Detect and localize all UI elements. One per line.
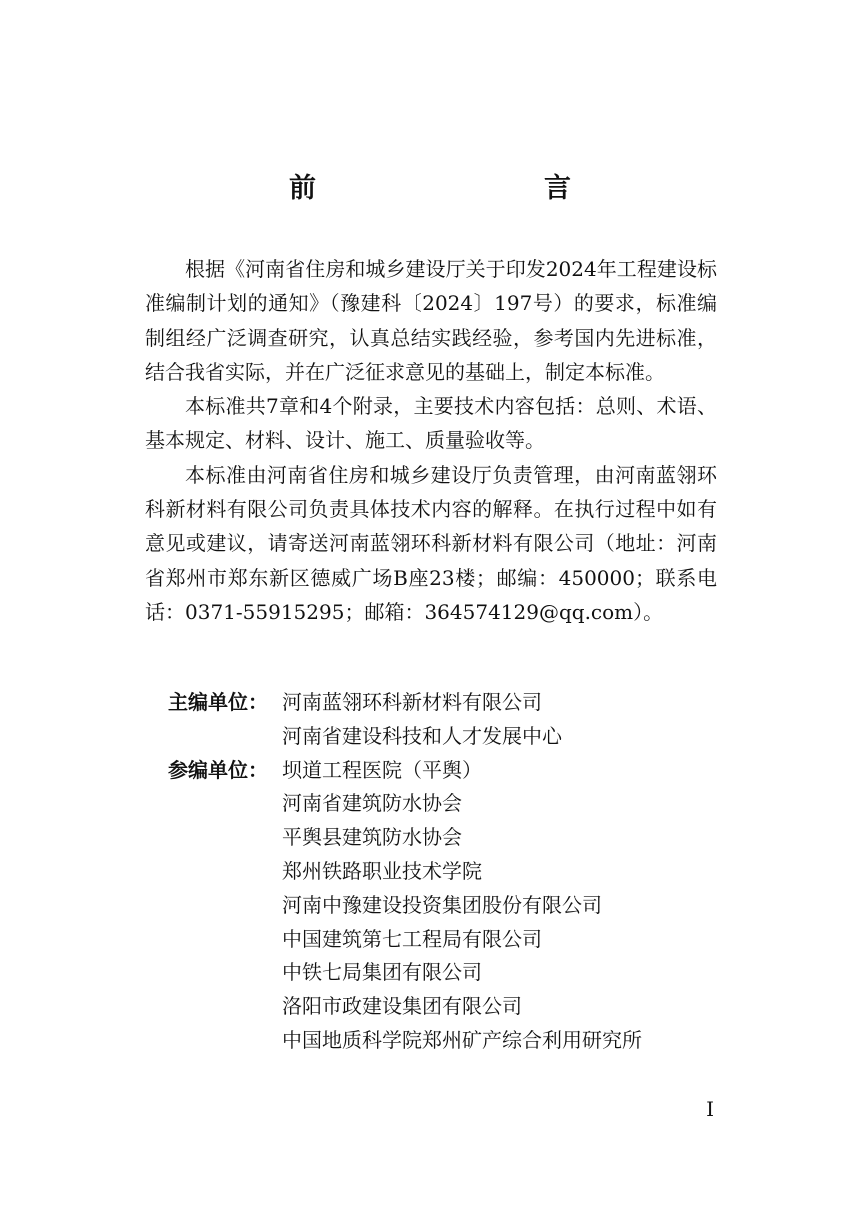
preface-paragraph-basis: 根据《河南省住房和城乡建设厅关于印发2024年工程建设标准编制计划的通知》（豫建科〔2024〕197号）的要求，标准编制组经广泛调查研究，认真总结实践经验，参考国内先进标准，结合我省实际，并在广泛征求意见的基础上，制定本标准。 — [145, 257, 717, 384]
preface-paragraph-contact: 本标准由河南省住房和城乡建设厅负责管理，由河南蓝翎环科新材料有限公司负责具体技术内容的解释。在执行过程中如有意见或建议，请寄送河南蓝翎环科新材料有限公司（地址：河南省郑州市郑东新区德威广场B座23楼；邮编：450000；联系电话：0371-55915295；邮箱：364574129@qq.com）。 — [145, 462, 717, 624]
participating-unit-item: 洛阳市政建设集团有限公司 — [282, 994, 522, 1019]
participating-unit-item: 河南省建筑防水协会 — [282, 791, 462, 816]
chief-units-group — [168, 686, 728, 754]
participating-units-group — [168, 754, 728, 1058]
participating-unit-item: 平舆县建筑防水协会 — [282, 825, 462, 850]
preface-paragraph-scope: 本标准共7章和4个附录，主要技术内容包括：总则、术语、基本规定、材料、设计、施工、质量验收等。 — [145, 394, 717, 453]
chief-units-label: 主编单位： — [168, 690, 268, 714]
participating-unit-item: 河南中豫建设投资集团股份有限公司 — [282, 892, 602, 917]
participating-unit-item: 中铁七局集团有限公司 — [282, 960, 482, 985]
chief-units-list — [282, 686, 562, 754]
unit-list-section — [168, 686, 728, 1058]
chief-unit-item: 河南蓝翎环科新材料有限公司 — [282, 690, 542, 714]
page-title: 前 言 — [289, 173, 629, 205]
page-number: I — [706, 1097, 714, 1121]
participating-unit-item: 中国地质科学院郑州矿产综合利用研究所 — [282, 1027, 642, 1052]
participating-unit-item: 郑州铁路职业技术学院 — [282, 858, 482, 883]
participating-unit-item: 中国建筑第七工程局有限公司 — [282, 926, 542, 951]
preface-body — [145, 252, 717, 629]
participating-unit-item: 坝道工程医院（平舆） — [282, 757, 482, 782]
chief-unit-item: 河南省建设科技和人才发展中心 — [282, 723, 562, 748]
participating-units-label: 参编单位： — [168, 757, 268, 782]
participating-units-list — [282, 754, 642, 1058]
